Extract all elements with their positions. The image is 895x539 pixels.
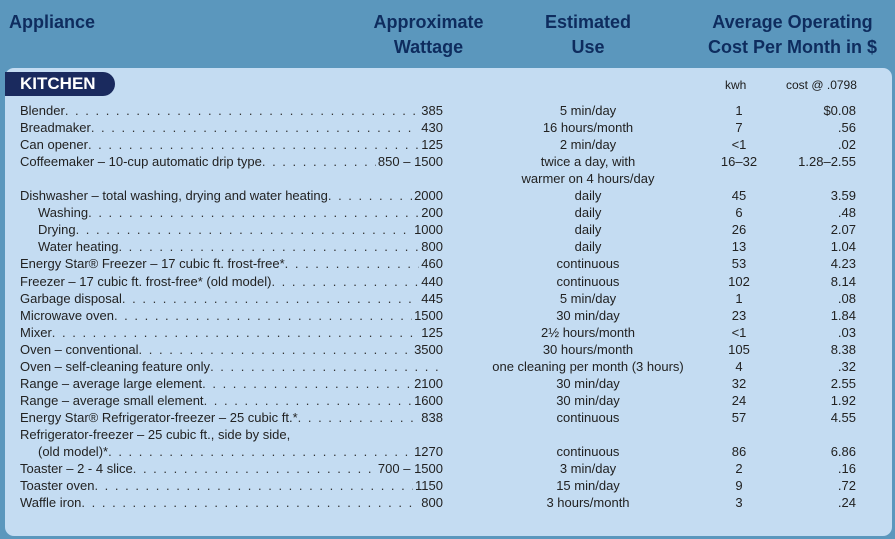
use-value: 5 min/day — [559, 103, 617, 118]
appliance-cell — [20, 290, 443, 307]
appliance-cell — [20, 358, 443, 375]
leader-dots — [81, 494, 419, 511]
leader-dots — [290, 426, 618, 443]
kwh-value: 45 — [731, 188, 747, 204]
cost-value: 1.92 — [830, 392, 856, 408]
appliance-cell — [20, 255, 443, 272]
table-row — [0, 392, 895, 409]
table-row — [0, 341, 895, 358]
leader-dots — [65, 102, 419, 119]
table-row — [0, 102, 895, 119]
leader-dots — [122, 290, 419, 307]
table-row — [0, 187, 895, 204]
wattage-value: 385 — [421, 103, 443, 118]
kwh-value: 23 — [731, 307, 747, 323]
leader-dots — [210, 358, 441, 375]
appliance-cell — [20, 477, 443, 494]
cost-value: 1.84 — [830, 307, 856, 323]
cost-value: 2.55 — [830, 375, 856, 391]
kwh-value: 2 — [735, 461, 743, 477]
use-value: 2 min/day — [559, 137, 617, 153]
leader-dots — [94, 477, 413, 494]
appliance-name: Waffle iron — [20, 495, 82, 511]
use-value: 30 min/day — [556, 375, 620, 391]
cost-value: .16 — [837, 461, 856, 477]
table-row — [0, 375, 895, 392]
appliance-name: Blender — [20, 103, 65, 118]
kwh-value: 32 — [731, 375, 747, 391]
table-row — [0, 409, 895, 426]
table-row — [0, 307, 895, 324]
cost-header-line1: Average Operating — [712, 12, 873, 32]
appliance-cell — [20, 136, 443, 153]
kwh-value: 1 — [735, 103, 743, 118]
wattage-value: 838 — [421, 409, 443, 425]
use-value: 15 min/day — [556, 478, 620, 494]
leader-dots — [285, 255, 420, 272]
table-row — [0, 153, 895, 170]
use-value: 30 min/day — [556, 392, 620, 408]
appliance-cell — [38, 443, 443, 460]
appliance-cell — [20, 375, 443, 392]
appliance-cell — [20, 426, 620, 443]
kwh-value: 57 — [731, 409, 747, 425]
cost-value: .72 — [837, 478, 856, 494]
appliance-name: Energy Star® Freezer – 17 cubic ft. frost-free* — [20, 256, 285, 272]
wattage-header-line2: Wattage — [393, 37, 464, 57]
kwh-value: 16–32 — [720, 154, 758, 170]
table-row — [0, 426, 895, 443]
cost-value: .24 — [837, 495, 856, 511]
kwh-value: 9 — [735, 478, 743, 494]
wattage-value — [441, 358, 443, 375]
use-value: 3 min/day — [559, 461, 617, 477]
appliance-name: Dishwasher – total washing, drying and water heating — [20, 188, 328, 204]
table-row — [0, 358, 895, 375]
kwh-value: 24 — [731, 392, 747, 408]
appliance-name: Drying — [38, 222, 76, 238]
use-value: 2½ hours/month — [541, 324, 635, 340]
wattage-value — [618, 426, 620, 443]
cost-value: 6.86 — [830, 444, 856, 459]
leader-dots — [91, 119, 419, 136]
leader-dots — [271, 273, 419, 290]
cost-value: 4.55 — [830, 409, 856, 425]
leader-dots — [262, 153, 376, 170]
cost-column-header: cost @ .0798 — [786, 78, 857, 92]
kwh-value: <1 — [731, 137, 747, 153]
appliance-header: Appliance — [9, 12, 96, 32]
use-value: daily — [574, 205, 602, 221]
wattage-value: 1270 — [414, 444, 443, 459]
wattage-value: 2000 — [414, 188, 443, 204]
cost-header — [690, 10, 895, 60]
appliance-cell — [20, 119, 443, 136]
use-value: 3 hours/month — [546, 495, 630, 511]
leader-dots — [114, 307, 412, 324]
cost-value: .03 — [837, 324, 856, 340]
section-tab-kitchen: KITCHEN — [5, 72, 115, 96]
use-header-line1: Estimated — [544, 12, 632, 32]
table-row — [0, 273, 895, 290]
table-row — [0, 119, 895, 136]
wattage-value: 2100 — [414, 375, 443, 391]
use-value: daily — [574, 222, 602, 238]
appliance-cell — [20, 187, 443, 204]
leader-dots — [133, 460, 376, 477]
use-header-line2: Use — [571, 37, 605, 57]
use-value: 5 min/day — [559, 290, 617, 306]
leader-dots — [88, 136, 419, 153]
leader-dots — [204, 392, 413, 409]
appliance-cell — [20, 341, 443, 358]
appliance-cell — [38, 238, 443, 255]
appliance-cell — [20, 153, 443, 170]
appliance-cell — [20, 273, 443, 290]
kwh-value: 26 — [731, 222, 747, 238]
wattage-value: 800 — [421, 239, 443, 255]
use-value: continuous — [556, 444, 620, 459]
use-value: continuous — [556, 273, 620, 289]
kwh-value: 1 — [735, 290, 743, 306]
appliance-cell — [20, 307, 443, 324]
use-value: daily — [574, 239, 602, 255]
wattage-value: 440 — [421, 273, 443, 289]
appliance-cell — [38, 204, 443, 221]
wattage-value: 125 — [421, 324, 443, 340]
wattage-header — [340, 10, 517, 60]
use-value: continuous — [556, 409, 620, 425]
appliance-name: Garbage disposal — [20, 290, 122, 306]
wattage-value: 460 — [421, 256, 443, 272]
use-value: one cleaning per month (3 hours) — [492, 358, 684, 374]
use-value: continuous — [556, 256, 620, 272]
cost-value: $0.08 — [823, 103, 856, 118]
use-value: 16 hours/month — [542, 120, 634, 136]
leader-dots — [139, 341, 413, 358]
appliance-cell — [38, 221, 443, 238]
kwh-value: 13 — [731, 239, 747, 255]
table-row — [0, 290, 895, 307]
appliance-name: Breadmaker — [20, 120, 91, 136]
table-row — [0, 443, 895, 460]
kwh-value: <1 — [731, 324, 747, 340]
wattage-value: 3500 — [414, 341, 443, 357]
table-row — [0, 494, 895, 511]
appliance-name: (old model)* — [38, 444, 109, 459]
wattage-value: 1500 — [414, 307, 443, 323]
table-row — [0, 324, 895, 341]
appliance-name: Energy Star® Refrigerator-freezer – 25 cubic ft.* — [20, 409, 298, 425]
kwh-column-header: kwh — [725, 78, 747, 92]
leader-dots — [76, 221, 413, 238]
table-row — [0, 255, 895, 272]
appliance-name: Washing — [38, 205, 89, 221]
cost-value: 8.38 — [830, 341, 856, 357]
appliance-cell — [20, 102, 443, 119]
wattage-value: 430 — [421, 120, 443, 136]
appliance-name: Freezer – 17 cubic ft. frost-free* (old model) — [20, 273, 272, 289]
leader-dots — [202, 375, 412, 392]
kwh-value: 6 — [735, 205, 743, 221]
use-value: 30 hours/month — [542, 341, 634, 357]
leader-dots — [52, 324, 420, 341]
kwh-value: 86 — [731, 444, 747, 459]
wattage-value: 800 — [421, 495, 443, 511]
appliance-name: Toaster – 2 - 4 slice — [20, 461, 133, 477]
wattage-value: 700 – 1500 — [377, 461, 443, 477]
kwh-value: 105 — [728, 341, 750, 357]
wattage-value: 850 – 1500 — [377, 154, 443, 170]
cost-value: .02 — [837, 137, 856, 153]
appliance-name: Microwave oven — [20, 307, 114, 323]
use-header — [520, 10, 656, 60]
kwh-value: 7 — [735, 120, 743, 136]
kwh-value: 102 — [728, 273, 750, 289]
table-row — [0, 170, 895, 187]
table-row — [0, 477, 895, 494]
wattage-value: 200 — [421, 205, 443, 221]
appliance-cell — [20, 392, 443, 409]
appliance-name: Oven – self-cleaning feature only — [20, 358, 211, 374]
appliance-name: Coffeemaker – 10-cup automatic drip type — [20, 154, 262, 170]
wattage-value: 125 — [421, 137, 443, 153]
table-row — [0, 221, 895, 238]
cost-value: .48 — [837, 205, 856, 221]
appliance-name: Range – average small element — [20, 392, 204, 408]
use-value: 30 min/day — [556, 307, 620, 323]
use-value: warmer on 4 hours/day — [521, 171, 655, 187]
cost-value: 1.28–2.55 — [798, 154, 856, 170]
kwh-value: 53 — [731, 256, 747, 272]
appliance-cell — [20, 409, 443, 426]
wattage-value: 1000 — [414, 222, 443, 238]
cost-value: 1.04 — [830, 239, 856, 255]
table-row — [0, 238, 895, 255]
wattage-value: 445 — [421, 290, 443, 306]
appliance-name: Refrigerator-freezer – 25 cubic ft., side by side, — [20, 426, 291, 442]
cost-header-line2: Cost Per Month in $ — [707, 37, 877, 57]
appliance-name: Water heating — [38, 239, 119, 255]
kwh-value: 3 — [735, 495, 743, 511]
appliance-name: Oven – conventional — [20, 341, 139, 357]
leader-dots — [298, 409, 420, 426]
appliance-cell — [20, 324, 443, 341]
wattage-header-line1: Approximate — [373, 12, 484, 32]
wattage-value: 1150 — [415, 478, 443, 494]
cost-value: 2.07 — [830, 222, 856, 238]
leader-dots — [88, 204, 419, 221]
use-value: daily — [574, 188, 602, 204]
table-row — [0, 136, 895, 153]
cost-value: 4.23 — [830, 256, 856, 272]
wattage-value: 1600 — [414, 392, 443, 408]
leader-dots — [328, 187, 412, 204]
appliance-name: Toaster oven — [20, 478, 95, 494]
leader-dots — [118, 238, 419, 255]
cost-value: .56 — [837, 120, 856, 136]
table-row — [0, 204, 895, 221]
cost-value: .08 — [837, 290, 856, 306]
table-row — [0, 460, 895, 477]
appliance-cell — [20, 460, 443, 477]
appliance-name: Mixer — [20, 324, 52, 340]
cost-value: .32 — [837, 358, 856, 374]
appliance-name: Can opener — [20, 137, 88, 153]
use-value: twice a day, with — [540, 154, 636, 170]
cost-value: 8.14 — [830, 273, 856, 289]
leader-dots — [108, 443, 412, 460]
cost-value: 3.59 — [830, 188, 856, 204]
appliance-name: Range – average large element — [20, 375, 203, 391]
appliance-cell — [20, 494, 443, 511]
kwh-value: 4 — [735, 358, 743, 374]
